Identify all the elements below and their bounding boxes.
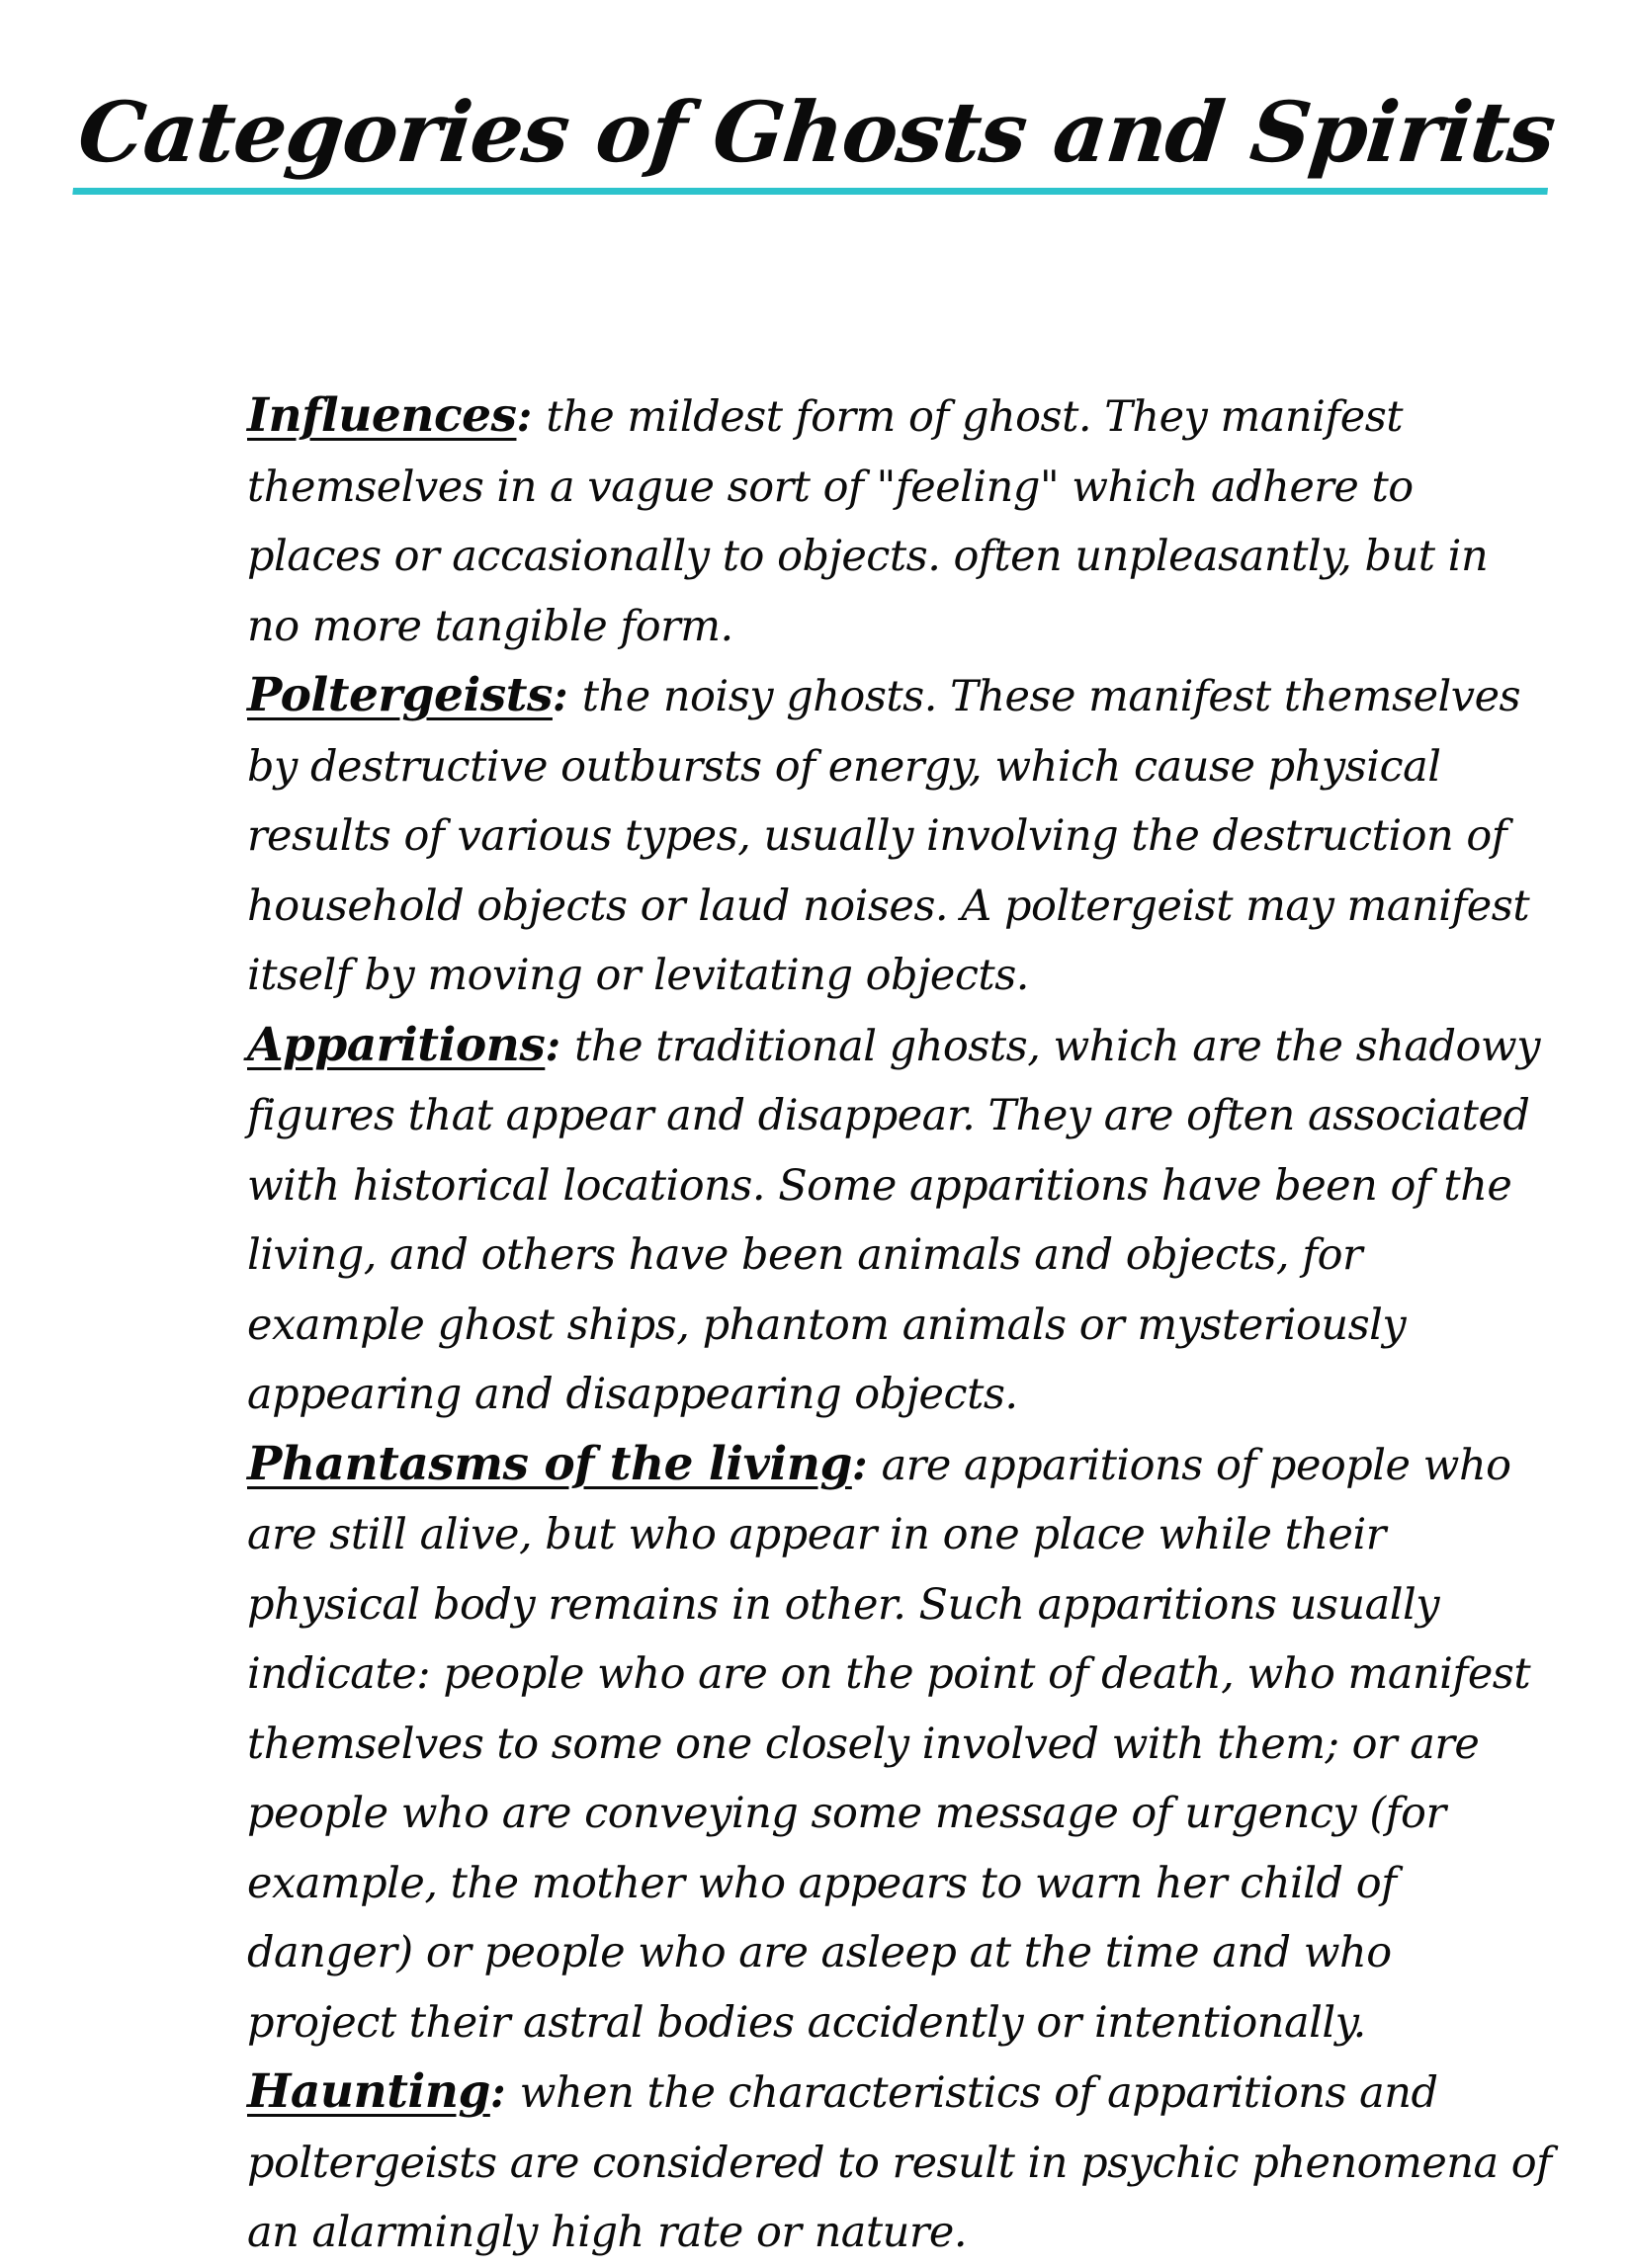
entry-phantasms-of-the-living bbox=[247, 1430, 1552, 2058]
term-separator: : bbox=[851, 1440, 882, 1490]
entry-term: Apparitions bbox=[247, 1017, 546, 1072]
entry-definition: are apparitions of people who are still alive, but who appear in one place while their physical body remains in other. Such apparitions usually indicate: people who are on the point of death, who manifest themselves to some one closely involved with them; or are people who are conveying some message of urgency (for example, the mother who appears to warn her child of danger) or people who are asleep at the time and who project their astral bodies accidently or intentionally. bbox=[247, 1440, 1531, 2048]
term-separator: : bbox=[489, 2068, 520, 2118]
entries-list bbox=[247, 381, 1552, 2268]
entry-term: Phantasms of the living bbox=[247, 1436, 852, 1491]
title-wrap bbox=[0, 83, 1631, 195]
term-separator: : bbox=[552, 672, 582, 721]
entry-definition: the noisy ghosts. These manifest themselves by destructive outbursts of energy, which cause physical results of various types, usually involving the destruction of household objects or laud noises. A poltergeist may manifest itself by moving or levitating objects. bbox=[247, 672, 1530, 1000]
entry-haunting bbox=[247, 2058, 1552, 2268]
term-separator: : bbox=[516, 392, 547, 442]
entry-definition: when the characteristics of apparitions and poltergeists are considered to result in psychic phenomena of an alarmingly high rate or nature. bbox=[247, 2068, 1552, 2257]
entry-definition: the traditional ghosts, which are the shadowy figures that appear and disappear. They are often associated with historical locations. Some apparitions have been of the living, and others have been animals and objects, for example ghost ships, phantom animals or mysteriously appearing and disappearing objects. bbox=[247, 1021, 1541, 1419]
entry-poltergeists bbox=[247, 661, 1552, 1011]
term-separator: : bbox=[545, 1021, 575, 1071]
entry-term: Haunting bbox=[247, 2064, 490, 2119]
entry-term: Poltergeists bbox=[247, 668, 553, 722]
entry-influences bbox=[247, 381, 1552, 661]
entry-definition: the mildest form of ghost. They manifest themselves in a vague sort of "feeling" which adhere to places or accasionally to objects. often unpleasantly, but in no more tangible form. bbox=[247, 392, 1489, 651]
entry-term: Influences bbox=[247, 388, 517, 443]
page-title: Categories of Ghosts and Spirits bbox=[72, 87, 1559, 195]
entry-apparitions bbox=[247, 1011, 1552, 1430]
